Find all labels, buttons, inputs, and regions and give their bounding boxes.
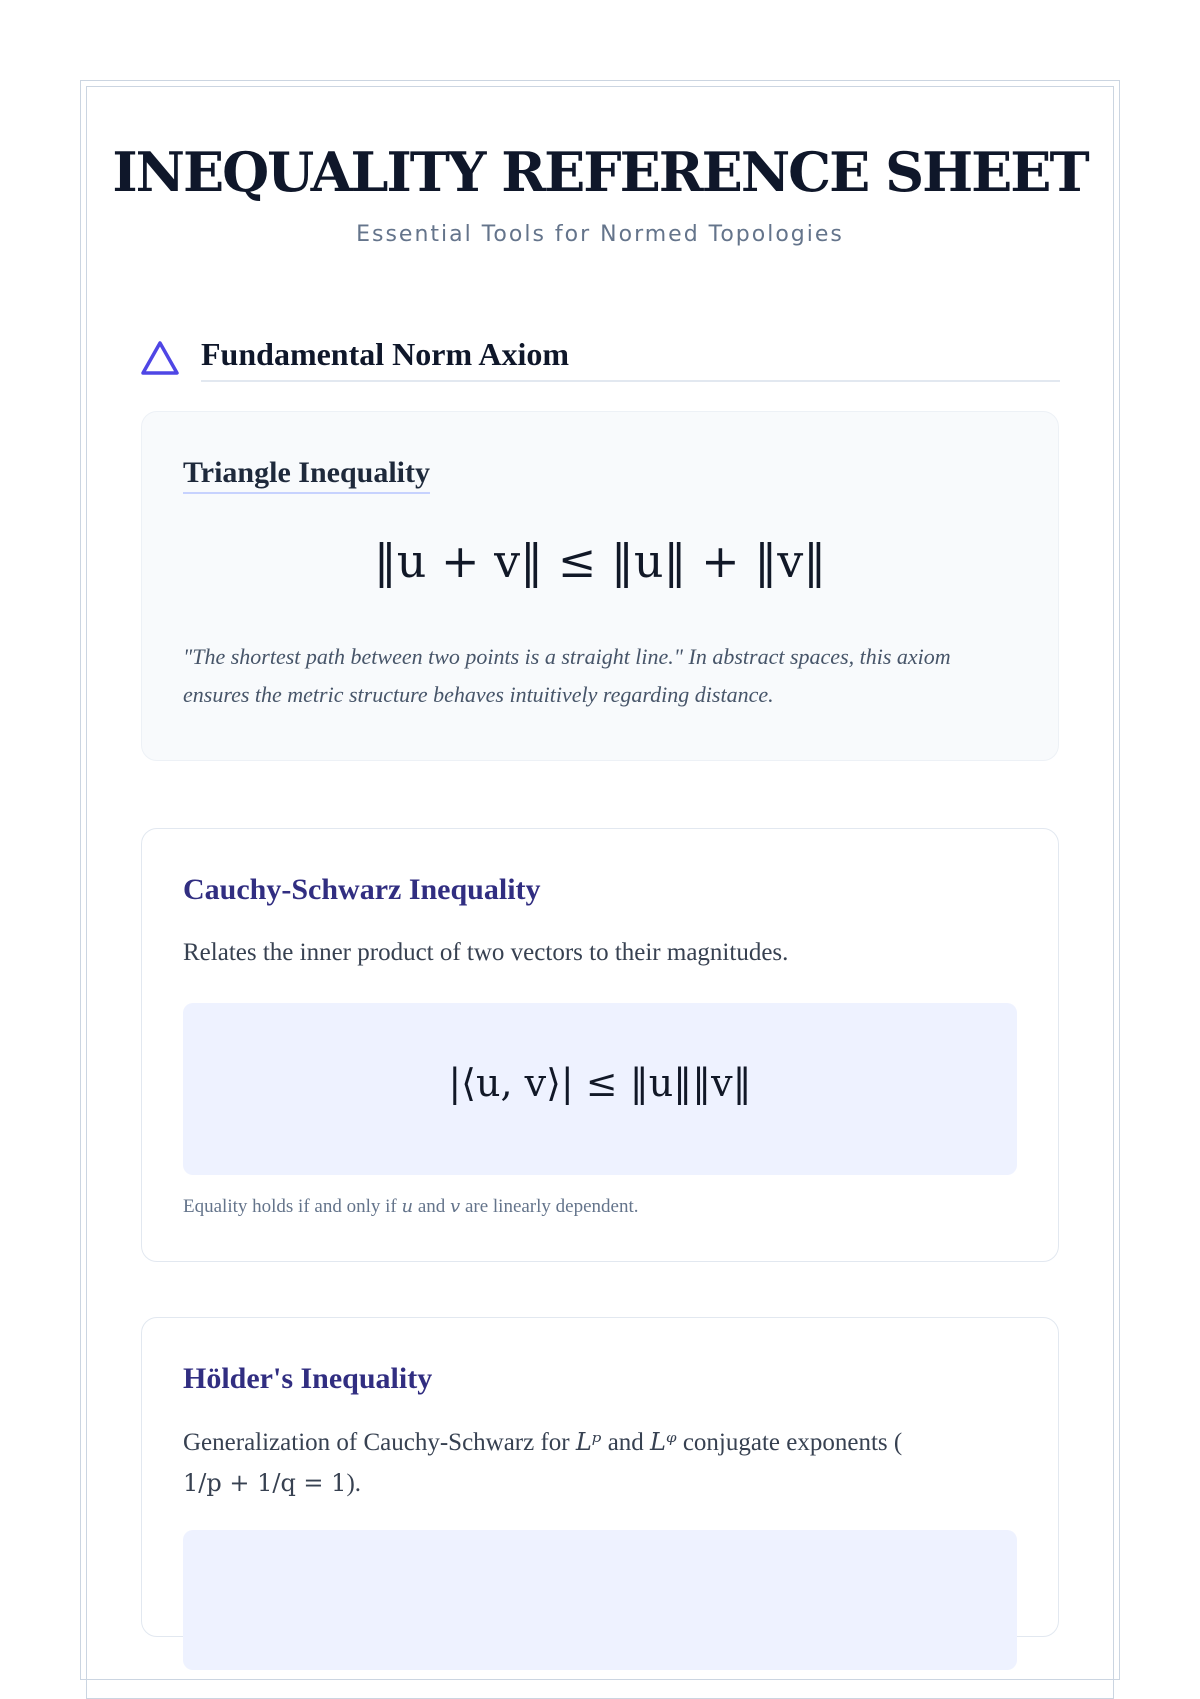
holder-desc-middle: conjugate exponents ( <box>682 1429 903 1456</box>
note-prefix: Equality holds if and only if <box>183 1196 397 1217</box>
triangle-inequality-quote: "The shortest path between two points is a straight line." In abstract spaces, this axiom ensures the metric structure behaves intuitively regarding distance. <box>183 644 951 707</box>
cauchy-schwarz-formula-box <box>183 1003 1017 1175</box>
triangle-inequality-card <box>141 411 1059 761</box>
holder-description <box>183 1422 998 1504</box>
cauchy-schwarz-description: Relates the inner product of two vectors to their magnitudes. <box>183 939 789 966</box>
holder-desc-condition: 1/p + 1/q = 1 <box>183 1469 347 1497</box>
cauchy-schwarz-formula: |⟨u, v⟩| ≤ ‖u‖‖v‖ <box>448 1061 752 1105</box>
note-suffix: are linearly dependent. <box>464 1196 639 1217</box>
holder-card <box>141 1317 1059 1637</box>
cauchy-schwarz-card <box>141 828 1059 1262</box>
section-title: Fundamental Norm Axiom <box>201 336 569 372</box>
note-u: u <box>401 1196 414 1217</box>
holder-desc-lq: Lᵠ <box>650 1428 677 1456</box>
holder-title: Hölder's Inequality <box>183 1362 433 1395</box>
holder-desc-suffix: ). <box>346 1470 362 1497</box>
page-title: INEQUALITY REFERENCE SHEET <box>112 140 1088 204</box>
holder-desc-prefix: Generalization of Cauchy-Schwarz for <box>183 1429 570 1456</box>
holder-formula-box <box>183 1530 1017 1670</box>
triangle-icon <box>140 340 180 376</box>
holder-desc-lp: Lᵖ <box>575 1428 602 1456</box>
section-header <box>140 336 1060 382</box>
cauchy-schwarz-title: Cauchy-Schwarz Inequality <box>183 873 541 906</box>
section-divider <box>201 380 1060 382</box>
triangle-inequality-formula: ‖u + v‖ ≤ ‖u‖ + ‖v‖ <box>373 534 827 588</box>
note-v: v <box>450 1196 461 1217</box>
triangle-inequality-title: Triangle Inequality <box>183 456 430 494</box>
cauchy-schwarz-note <box>183 1196 1018 1218</box>
holder-desc-and: and <box>607 1429 644 1456</box>
note-and: and <box>417 1196 446 1217</box>
page-subtitle: Essential Tools for Normed Topologies <box>356 222 844 247</box>
